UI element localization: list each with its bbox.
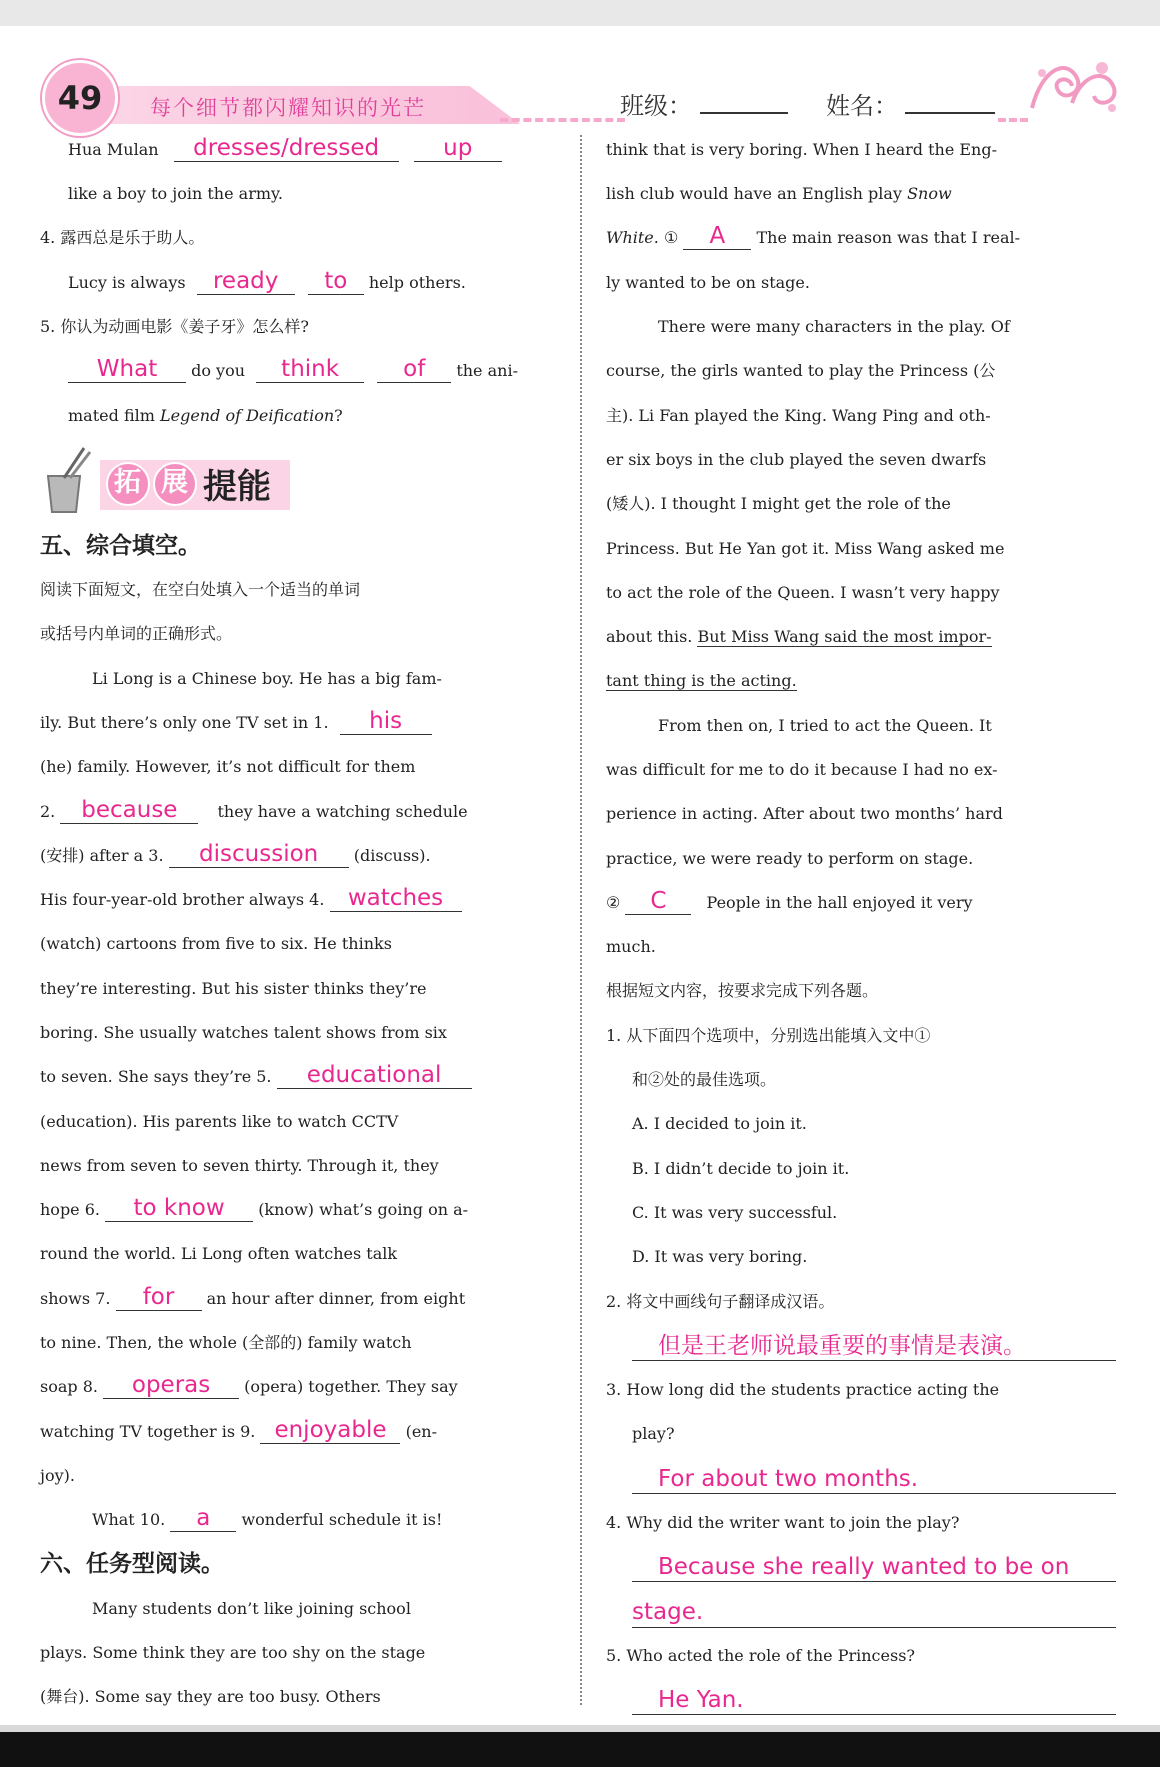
text: mated film xyxy=(68,406,155,425)
column-separator xyxy=(580,135,582,1705)
passage-line: news from seven to seven thirty. Through it, they xyxy=(40,1156,439,1175)
option-a: A. I decided to join it. xyxy=(632,1114,807,1133)
question-5: 5. Who acted the role of the Princess? xyxy=(606,1646,915,1665)
top-border xyxy=(0,0,1160,26)
passage-line: they’re interesting. But his sister thinks they’re xyxy=(40,979,427,998)
answer-2: 但是王老师说最重要的事情是表演。 xyxy=(632,1331,1116,1361)
text: they have a watching schedule xyxy=(217,802,468,821)
question-4: 4. 露西总是乐于助人。 xyxy=(40,228,205,247)
badge-char: 拓 xyxy=(114,467,141,498)
text: . ① xyxy=(653,228,679,247)
passage-line: Many students don’t like joining school xyxy=(92,1599,411,1618)
passage-line xyxy=(40,1284,465,1314)
passage-line xyxy=(606,622,992,652)
passage-line: was difficult for me to do it because I had no ex- xyxy=(606,760,998,779)
answer-4-cont: stage. xyxy=(632,1597,1116,1628)
passage-line: er six boys in the club played the seven dwarfs xyxy=(606,450,987,469)
passage-line: 主). Li Fan played the King. Wang Ping and oth- xyxy=(606,406,991,425)
passage-line xyxy=(40,1372,458,1402)
answer-blank: C xyxy=(625,888,691,915)
instruction: 阅读下面短文，在空白处填入一个适当的单词 xyxy=(40,580,361,599)
text: watching TV together is 9. xyxy=(40,1422,256,1441)
option-c: C. It was very successful. xyxy=(632,1203,838,1222)
text: People in the hall enjoyed it very xyxy=(706,893,973,912)
text-line xyxy=(68,356,518,386)
text-line xyxy=(68,135,502,165)
answer-blank: a xyxy=(170,1505,236,1532)
section-6-title: 六、任务型阅读。 xyxy=(40,1551,224,1577)
badge-title: 提能 xyxy=(203,467,271,507)
answer-blank: discussion xyxy=(169,841,349,868)
text: (安排) after a 3. xyxy=(40,846,164,865)
answer-blank: watches xyxy=(330,885,462,912)
passage-line xyxy=(606,666,797,696)
text: 2. xyxy=(40,802,56,821)
passage-line xyxy=(606,179,952,209)
passage-line: much. xyxy=(606,937,656,956)
underlined-sentence: But Miss Wang said the most impor- xyxy=(697,627,992,646)
question-1: 1. 从下面四个选项中，分别选出能填入文中① xyxy=(606,1026,931,1045)
text: ② xyxy=(606,893,621,912)
question-5: 5. 你认为动画电影《姜子牙》怎么样? xyxy=(40,317,309,336)
answer-blank: operas xyxy=(103,1372,239,1399)
passage-line xyxy=(40,1195,468,1225)
text: help others. xyxy=(368,273,466,292)
passage-line: Li Long is a Chinese boy. He has a big fam- xyxy=(92,669,442,688)
instruction: 根据短文内容，按要求完成下列各题。 xyxy=(606,981,879,1000)
answer-blank: to xyxy=(308,268,364,295)
text: hope 6. xyxy=(40,1200,100,1219)
text: (know) what’s going on a- xyxy=(258,1200,469,1219)
class-label: 班级： xyxy=(620,92,692,120)
text: (discuss). xyxy=(353,846,431,865)
instruction: 或括号内单词的正确形式。 xyxy=(40,624,233,643)
passage-line: (watch) cartoons from five to six. He thinks xyxy=(40,934,392,953)
badge-char: 展 xyxy=(161,467,188,498)
passage-line: joy). xyxy=(40,1466,75,1485)
answer-blank: because xyxy=(60,797,198,824)
passage-line: boring. She usually watches talent shows from six xyxy=(40,1023,447,1042)
answer-5: He Yan. xyxy=(632,1685,1116,1715)
name-blank xyxy=(905,112,995,114)
play-title: White xyxy=(606,228,654,247)
passage-line: From then on, I tried to act the Queen. It xyxy=(658,716,992,735)
passage-line: (he) family. However, it’s not difficult for them xyxy=(40,757,416,776)
answer-blank: dresses/dressed xyxy=(174,135,399,162)
text: ily. But there’s only one TV set in 1. xyxy=(40,713,329,732)
text: wonderful schedule it is! xyxy=(241,1510,443,1529)
question-4: 4. Why did the writer want to join the play? xyxy=(606,1513,960,1532)
answer-4: Because she really wanted to be on xyxy=(632,1552,1116,1582)
text: The main reason was that I real- xyxy=(756,228,1021,247)
flower-ornament-icon xyxy=(1022,48,1122,123)
question-2: 2. 将文中画线句子翻译成汉语。 xyxy=(606,1292,835,1311)
passage-line: perience in acting. After about two months’ hard xyxy=(606,804,1003,823)
passage-line xyxy=(40,1062,472,1092)
answer-blank: A xyxy=(683,223,751,250)
question-1: 和②处的最佳选项。 xyxy=(632,1070,777,1089)
text: ? xyxy=(334,406,343,425)
answer-blank: to know xyxy=(105,1195,253,1222)
text-line xyxy=(68,268,466,298)
film-title: Legend of Deification xyxy=(160,406,335,425)
passage-line: (舞台). Some say they are too busy. Others xyxy=(40,1687,381,1706)
answer-blank: What xyxy=(68,356,186,383)
header-dash-line xyxy=(500,118,625,122)
text-line: like a boy to join the army. xyxy=(68,184,284,203)
text: His four-year-old brother always 4. xyxy=(40,890,325,909)
text: (en- xyxy=(405,1422,437,1441)
header-slogan: 每个细节都闪耀知识的光芒 xyxy=(150,96,426,120)
text: Hua Mulan xyxy=(68,140,159,159)
passage-line: (education). His parents like to watch CCTV xyxy=(40,1112,399,1131)
answer-blank: his xyxy=(340,708,432,735)
play-title: Snow xyxy=(907,184,952,203)
passage-line xyxy=(40,885,462,915)
passage-line xyxy=(606,888,973,918)
answer-blank: ready xyxy=(197,268,295,295)
text: an hour after dinner, from eight xyxy=(206,1289,466,1308)
name-label: 姓名： xyxy=(826,92,898,120)
text: What 10. xyxy=(92,1510,166,1529)
passage-line: practice, we were ready to perform on stage. xyxy=(606,849,974,868)
answer-blank: enjoyable xyxy=(260,1417,400,1444)
answer-blank: think xyxy=(256,356,364,383)
passage-line: There were many characters in the play. Of xyxy=(658,317,1010,336)
underlined-sentence: tant thing is the acting. xyxy=(606,671,797,690)
text: soap 8. xyxy=(40,1377,98,1396)
answer-blank: up xyxy=(414,135,502,162)
option-b: B. I didn’t decide to join it. xyxy=(632,1159,850,1178)
passage-line: round the world. Li Long often watches talk xyxy=(40,1244,398,1263)
passage-line xyxy=(40,1417,437,1447)
passage-line: course, the girls wanted to play the Princess (公 xyxy=(606,361,996,380)
passage-line xyxy=(40,797,468,827)
option-d: D. It was very boring. xyxy=(632,1247,808,1266)
passage-line xyxy=(40,708,432,738)
passage-line: plays. Some think they are too shy on the stage xyxy=(40,1643,426,1662)
passage-line xyxy=(40,841,431,871)
passage-line xyxy=(92,1505,442,1535)
question-3: play? xyxy=(632,1424,675,1443)
text: lish club would have an English play xyxy=(606,184,902,203)
section-5-title: 五、综合填空。 xyxy=(40,533,201,559)
answer-blank: of xyxy=(377,356,451,383)
passage-line: think that is very boring. When I heard the Eng- xyxy=(606,140,998,159)
text: to seven. She says they’re 5. xyxy=(40,1067,272,1086)
question-3: 3. How long did the students practice acting the xyxy=(606,1380,1000,1399)
answer-blank: for xyxy=(116,1284,202,1311)
answer-3: For about two months. xyxy=(632,1464,1116,1494)
text: Lucy is always xyxy=(68,273,186,292)
passage-line: Princess. But He Yan got it. Miss Wang asked me xyxy=(606,539,1005,558)
text: (opera) together. They say xyxy=(244,1377,458,1396)
passage-line: to act the role of the Queen. I wasn’t very happy xyxy=(606,583,1000,602)
class-blank xyxy=(700,112,788,114)
passage-line: to nine. Then, the whole (全部的) family watch xyxy=(40,1333,412,1352)
text: shows 7. xyxy=(40,1289,111,1308)
page-number: 49 xyxy=(42,60,118,136)
text: the ani- xyxy=(456,361,518,380)
passage-line xyxy=(606,223,1020,253)
passage-line: ly wanted to be on stage. xyxy=(606,273,810,292)
text: do you xyxy=(191,361,246,380)
answer-blank: educational xyxy=(277,1062,472,1089)
text: about this. xyxy=(606,627,693,646)
passage-line: (矮人). I thought I might get the role of the xyxy=(606,494,951,513)
bottom-border xyxy=(0,1732,1160,1767)
text-line xyxy=(68,401,343,431)
